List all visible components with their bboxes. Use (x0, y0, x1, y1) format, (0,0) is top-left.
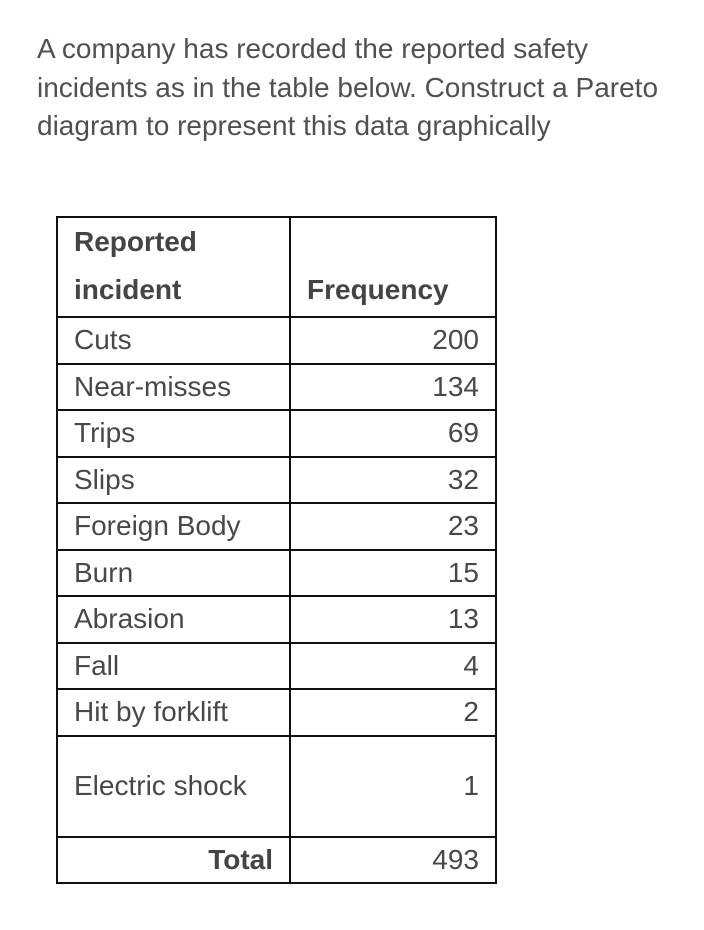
incident-frequency: 15 (290, 550, 496, 597)
table-row (57, 643, 496, 690)
incident-name: Foreign Body (57, 503, 290, 550)
incident-name: Near-misses (57, 364, 290, 411)
question-text: A company has recorded the reported safety incidents as in the table below. Construct a Pareto diagram to represent this data graphically (37, 33, 659, 141)
incident-frequency: 69 (290, 410, 496, 457)
total-label: Total (57, 837, 290, 884)
incident-name: Electric shock (57, 736, 290, 837)
table-row (57, 550, 496, 597)
table-row (57, 317, 496, 364)
incident-name: Slips (57, 457, 290, 504)
incident-frequency: 32 (290, 457, 496, 504)
incident-frequency: 23 (290, 503, 496, 550)
incident-name: Trips (57, 410, 290, 457)
incident-name: Abrasion (57, 596, 290, 643)
table-row (57, 364, 496, 411)
incident-name: Burn (57, 550, 290, 597)
table-row (57, 596, 496, 643)
table-row (57, 736, 496, 837)
total-value: 493 (290, 837, 496, 884)
incident-name: Hit by forklift (57, 689, 290, 736)
incident-frequency: 200 (290, 317, 496, 364)
incident-frequency: 4 (290, 643, 496, 690)
table-total-row (57, 837, 496, 884)
incident-frequency: 1 (290, 736, 496, 837)
table-row (57, 410, 496, 457)
incident-table (56, 216, 497, 884)
table-row (57, 457, 496, 504)
incident-frequency: 2 (290, 689, 496, 736)
table-row (57, 689, 496, 736)
incident-name: Fall (57, 643, 290, 690)
header-frequency: Frequency (290, 217, 496, 317)
incident-frequency: 13 (290, 596, 496, 643)
table-header-row (57, 217, 496, 317)
table-row (57, 503, 496, 550)
header-reported-incident: Reported incident (57, 217, 290, 317)
incident-frequency: 134 (290, 364, 496, 411)
incident-name: Cuts (57, 317, 290, 364)
